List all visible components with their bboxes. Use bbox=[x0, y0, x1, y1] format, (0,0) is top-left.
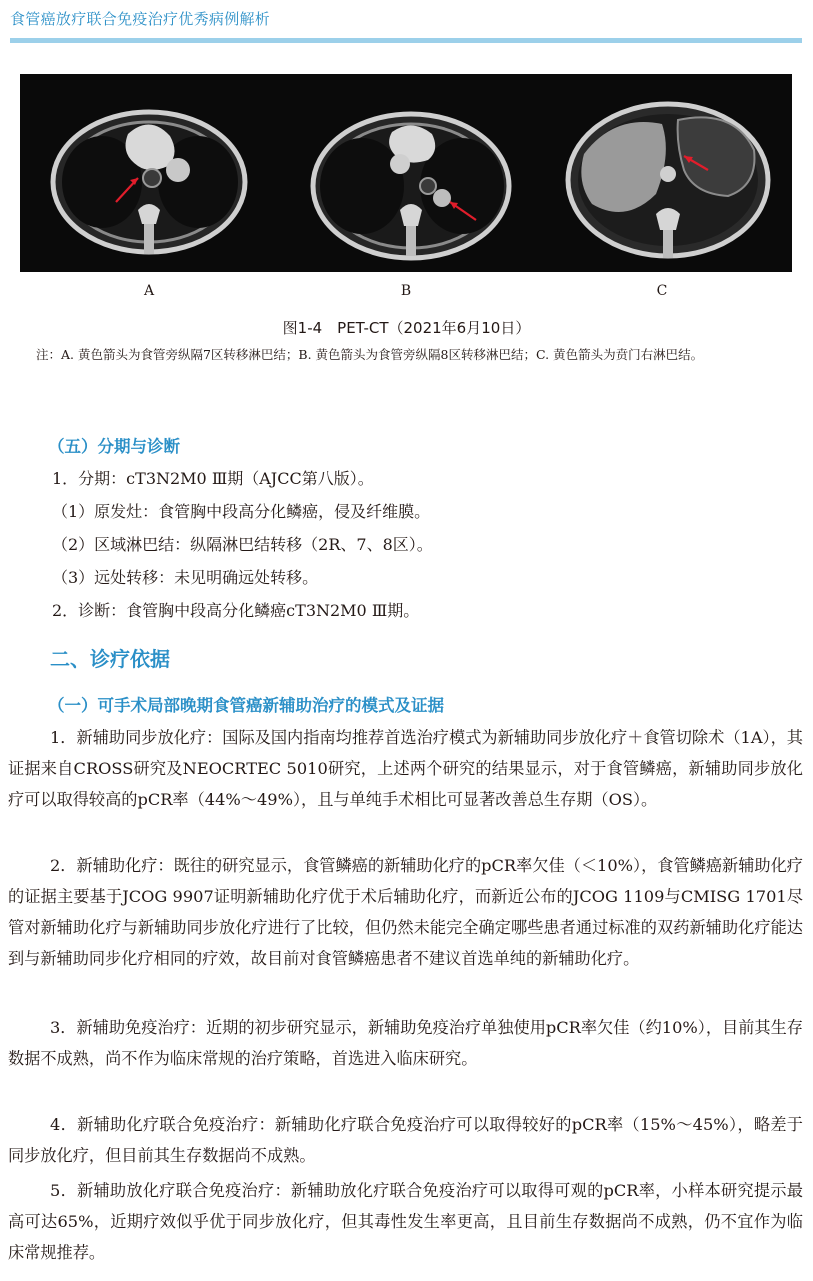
ct-panel-a bbox=[20, 74, 278, 272]
staging-line: （1）原发灶：食管胸中段高分化鳞癌，侵及纤维膜。 bbox=[52, 502, 431, 521]
body-paragraph: 4．新辅助化疗联合免疫治疗：新辅助化疗联合免疫治疗可以取得较好的pCR率（15%～45%），略差于同步放化疗，但目前其生存数据尚不成熟。 bbox=[8, 1115, 803, 1165]
staging-line: 2．诊断：食管胸中段高分化鳞癌cT3N2M0 Ⅲ期。 bbox=[52, 601, 420, 620]
running-header: 食管癌放疗联合免疫治疗优秀病例解析 bbox=[10, 10, 271, 28]
staging-heading: （五）分期与诊断 bbox=[48, 437, 180, 456]
ct-panel-c bbox=[544, 74, 792, 272]
body-paragraph: 1．新辅助同步放化疗：国际及国内指南均推荐首选治疗模式为新辅助同步放化疗＋食管切除术（1A），其证据来自CROSS研究及NEOCRTEC 5010研究，上述两个研究的结果显示，对于食管鳞癌，新辅助同步放化疗可以取得较高的pCR率（44%～49%），且与单纯手术相比可显著改善总生存期（OS）。 bbox=[8, 728, 803, 809]
figure-caption: 图1-4 PET-CT（2021年6月10日） bbox=[282, 319, 531, 337]
section-title: 二、诊疗依据 bbox=[50, 647, 170, 671]
ct-figure-strip bbox=[20, 74, 792, 272]
header-rule bbox=[10, 38, 802, 43]
body-paragraph: 5．新辅助放化疗联合免疫治疗：新辅助放化疗联合免疫治疗可以取得可观的pCR率，小样本研究提示最高可达65%，近期疗效似乎优于同步放化疗，但其毒性发生率更高，且目前生存数据尚不成熟，仍不宜作为临床常规推荐。 bbox=[8, 1181, 803, 1262]
body-paragraph: 2．新辅助化疗：既往的研究显示，食管鳞癌的新辅助化疗的pCR率欠佳（＜10%），食管鳞癌新辅助化疗的证据主要基于JCOG 9907证明新辅助化疗优于术后辅助化疗，而新近公布的JCOG 1109与CMISG 1701尽管对新辅助化疗与新辅助同步放化疗进行了比较，但仍然未能完全确定哪些患者通过标准的双药新辅助化疗能达到与新辅助同步化疗相同的疗效，故目前对食管鳞癌患者不建议首选单纯的新辅助化疗。 bbox=[8, 856, 803, 968]
subsection-heading: （一）可手术局部晚期食管癌新辅助治疗的模式及证据 bbox=[48, 696, 444, 715]
ct-panel-b bbox=[282, 74, 540, 272]
panel-label-c: C bbox=[656, 283, 668, 299]
panel-label-b: B bbox=[400, 283, 412, 299]
figure-note: 注：A. 黄色箭头为食管旁纵隔7区转移淋巴结；B. 黄色箭头为食管旁纵隔8区转移淋巴结；C. 黄色箭头为贲门右淋巴结。 bbox=[36, 347, 704, 362]
body-paragraph: 3．新辅助免疫治疗：近期的初步研究显示，新辅助免疫治疗单独使用pCR率欠佳（约10%），目前其生存数据不成熟，尚不作为临床常规的治疗策略，首选进入临床研究。 bbox=[8, 1018, 803, 1068]
staging-line: （3）远处转移：未见明确远处转移。 bbox=[52, 568, 319, 587]
panel-label-a: A bbox=[143, 283, 155, 299]
staging-line: （2）区域淋巴结：纵隔淋巴结转移（2R、7、8区）。 bbox=[52, 535, 433, 554]
staging-line: 1．分期：cT3N2M0 Ⅲ期（AJCC第八版）。 bbox=[52, 469, 374, 488]
